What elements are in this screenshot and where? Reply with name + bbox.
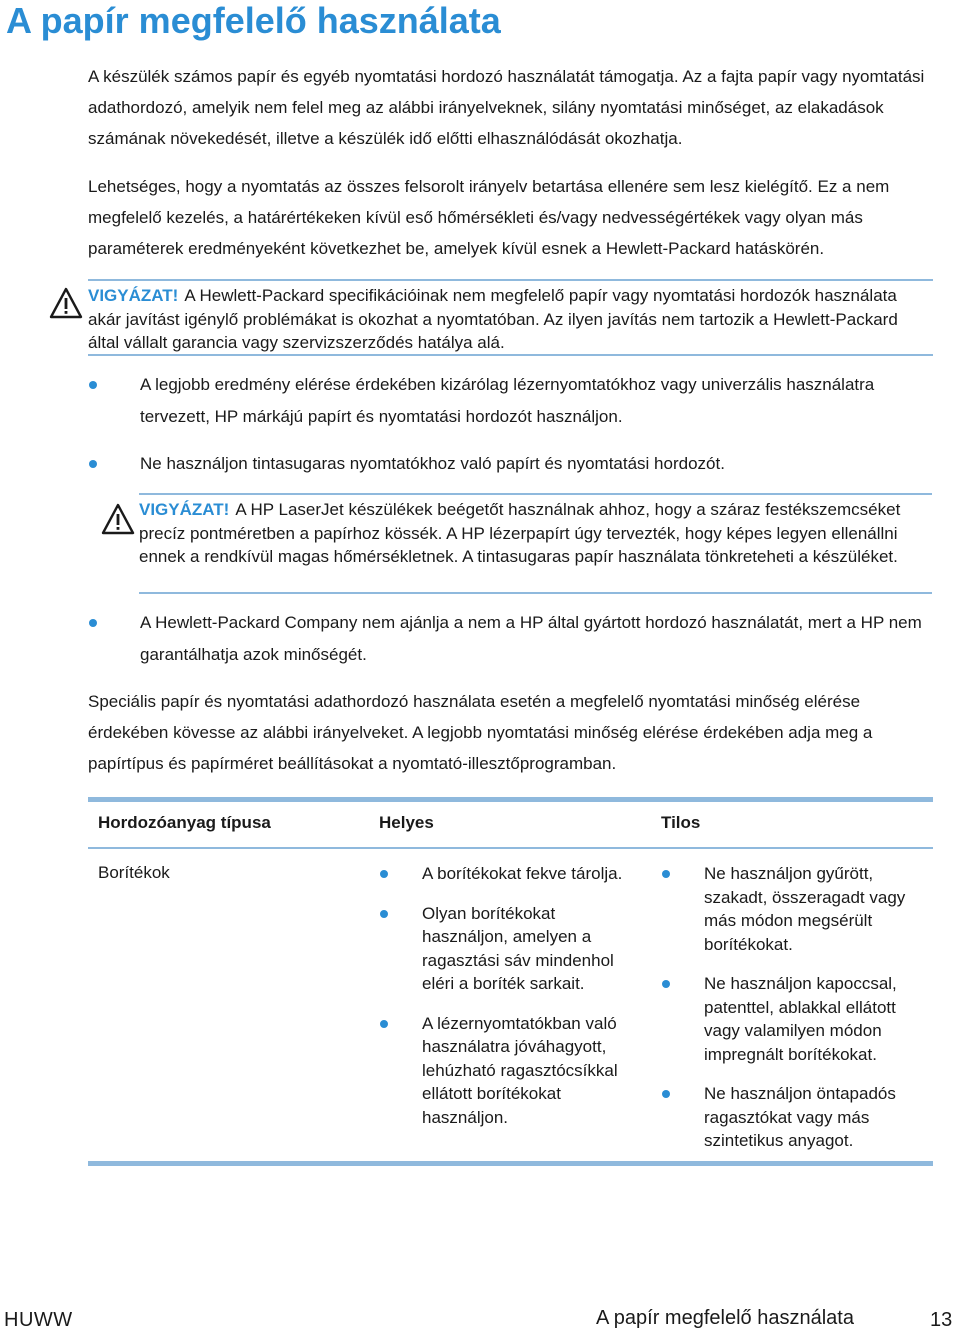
table-bottom-rule (88, 1161, 933, 1166)
warning-triangle-icon (49, 287, 83, 319)
bullet-dot-icon (89, 381, 97, 389)
bullet-dot-icon (380, 1020, 388, 1028)
page-number: 13 (930, 1309, 953, 1331)
list-item (378, 902, 643, 996)
list-item (660, 1082, 925, 1153)
bullet-dot-icon (89, 460, 97, 468)
bullet-dot-icon (662, 870, 670, 878)
intro-paragraph: A készülék számos papír és egyéb nyomtatási hordozó használatát támogatja. Az a fajta papír vagy nyomtatási adathordozó, amelyik nem felel meg az alábbi irányelveknek, silány nyomtatási minőséget, az elakadások számának növekedését, illetve a készülék idő előtti elhasználódását okozhatja. (88, 67, 925, 148)
caution-note (88, 279, 933, 356)
do-item-text: Olyan borítékokat használjon, amelyen a ragasztási sáv mindenhol eléri a boríték sarkait. (422, 903, 614, 993)
bullet-dot-icon (662, 980, 670, 988)
dont-item-text: Ne használjon gyűrött, szakadt, összeragadt vagy más módon megsérült borítékokat. (704, 864, 906, 954)
do-item-text: A borítékokat fekve tárolja. (422, 864, 623, 883)
bullet-item: A legjobb eredmény elérése érdekében kizárólag lézernyomtatókhoz vagy univerzális használatra tervezett, HP márkájú papírt és nyomtatási hordozót használjon. (140, 375, 875, 426)
table-header-forbidden: Tilos (661, 813, 701, 832)
dont-item-text: Ne használjon kapoccsal, patenttel, ablakkal ellátott vagy valamilyen módon impregnált borítékokat. (704, 974, 897, 1064)
table-cell-media-type: Borítékok (98, 863, 170, 882)
table-cell-do-list (378, 862, 643, 1145)
dont-item-text: Ne használjon öntapadós ragasztókat vagy más szintetikus anyagot. (704, 1084, 896, 1150)
table-header-correct: Helyes (379, 813, 434, 832)
caution-text-block (139, 498, 932, 569)
possible-paragraph: Lehetséges, hogy a nyomtatás az összes felsorolt irányelv betartása ellenére sem lesz kielégítő. Ez a nem megfelelő kezelés, a határértékeken kívül eső hőmérsékleti és/vagy nedvességértékek vagy olyan más paraméterek eredményeként következhet be, amelyek kívül esnek a Hewlett-Packard hatáskörén. (88, 177, 890, 258)
list-item (660, 972, 925, 1066)
bullet-dot-icon (380, 910, 388, 918)
warning-triangle-icon (101, 503, 135, 535)
list-item (660, 862, 925, 956)
do-item-text: A lézernyomtatókban való használatra jóváhagyott, lehúzható ragasztócsíkkal ellátott borítékokat használjon. (422, 1013, 618, 1127)
table-header-rule (88, 847, 933, 849)
bullet-dot-icon (380, 870, 388, 878)
bullet-item: A Hewlett-Packard Company nem ajánlja a nem a HP által gyártott hordozó használatát, mert a HP nem garantálhatja azok minőségét. (140, 613, 922, 664)
bullet-item: Ne használjon tintasugaras nyomtatókhoz való papírt és nyomtatási hordozót. (140, 454, 725, 473)
special-paper-paragraph: Speciális papír és nyomtatási adathordozó használata esetén a megfelelő nyomtatási minőség elérése érdekében kövesse az alábbi irányelveket. A legjobb nyomtatási minőség elérése érdekében adja meg a papírtípus és papírméret beállításokat a nyomtató-illesztőprogramban. (88, 692, 873, 773)
caution-label: VIGYÁZAT! (139, 500, 230, 519)
page-title: A papír megfelelő használata (6, 0, 501, 41)
list-item (378, 862, 643, 886)
caution-note (139, 493, 932, 594)
table-cell-dont-list (660, 862, 925, 1169)
footer-locale: HUWW (4, 1309, 73, 1331)
bullet-dot-icon (662, 1090, 670, 1098)
caution-text: A HP LaserJet készülékek beégetőt használnak ahhoz, hogy a száraz festékszemcséket precíz pontméretben a papírhoz kössék. A HP lézerpapírt úgy tervezték, hogy képes legyen ellenállni ennek a rendkívül magas hőmérsékletnek. A tintasugaras papír használata tönkreteheti a készüléket. (139, 500, 901, 566)
table-header-type: Hordozóanyag típusa (98, 813, 271, 832)
caution-text-block (88, 284, 933, 355)
caution-text: A Hewlett-Packard specifikációinak nem megfelelő papír vagy nyomtatási hordozók használata akár javítást igénylő problémákat is okozhat a nyomtatóban. Az ilyen javítás nem tartozik a Hewlett-Packard által vállalt garancia vagy szervizszerződés hatálya alá. (88, 286, 898, 352)
table-top-rule (88, 797, 933, 802)
bullet-dot-icon (89, 619, 97, 627)
list-item (378, 1012, 643, 1130)
footer-section-title: A papír megfelelő használata (596, 1307, 854, 1329)
caution-label: VIGYÁZAT! (88, 286, 179, 305)
